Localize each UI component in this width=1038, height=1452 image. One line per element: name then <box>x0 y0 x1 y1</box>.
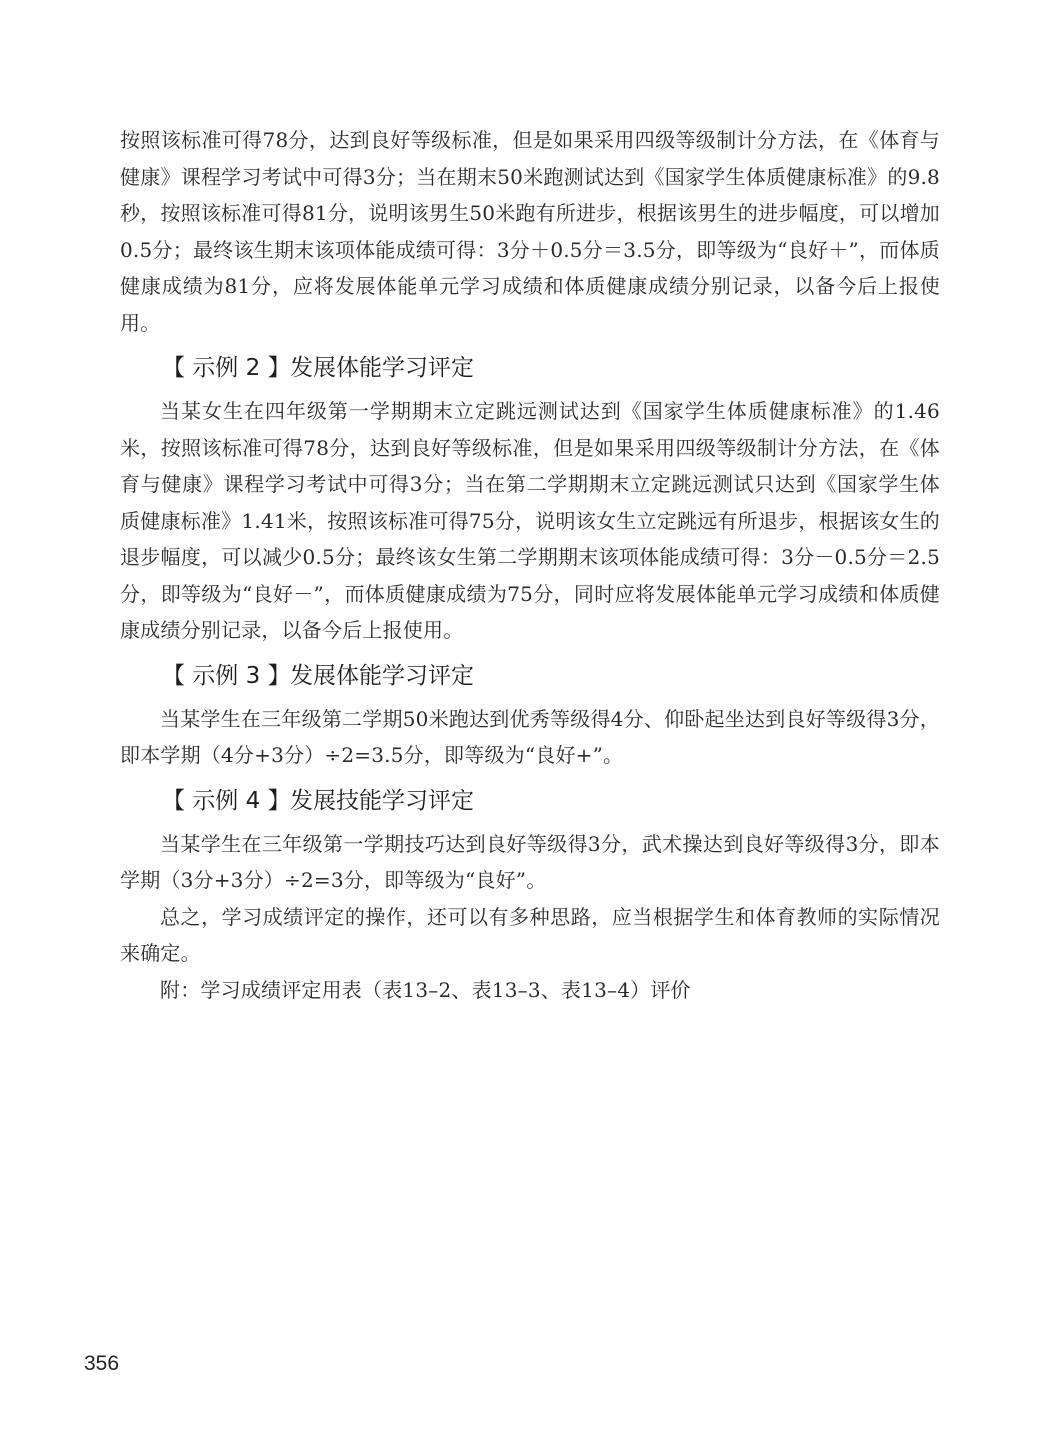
summary-paragraph: 总之，学习成绩评定的操作，还可以有多种思路，应当根据学生和体育教师的实际情况来确定。 <box>120 904 940 965</box>
example-3-heading <box>120 658 940 694</box>
example-3-tag: 【 示例 3 】 <box>162 662 291 689</box>
example-2-tag: 【 示例 2 】 <box>162 355 291 381</box>
example-2-title: 发展体能学习评定 <box>290 355 474 381</box>
example-4-heading <box>120 783 940 819</box>
appendix-note: 附：学习成绩评定用表（表13–2、表13–3、表13–4）评价 <box>160 977 691 1002</box>
example-2-paragraph: 当某女生在四年级第一学期期末立定跳远测试达到《国家学生体质健康标准》的1.46米，按照该标准可得78分，达到良好等级标准，但是如果采用四级等级制计分方法，在《体育与健康》课程学习考试中可得3分；当在第二学期期末立定跳远测试只达到《国家学生体质健康标准》1.41米，按照该标准可得75分，说明该女生立定跳远有所退步，根据该女生的退步幅度，可以减少0.5分；最终该女生第二学期期末该项体能成绩可得：3分－0.5分＝2.5分，即等级为“良好－”，而体质健康成绩为75分，同时应将发展体能单元学习成绩和体质健康成绩分别记录，以备今后上报使用。 <box>120 399 940 642</box>
example-3-paragraph: 当某学生在三年级第二学期50米跑达到优秀等级得4分、仰卧起坐达到良好等级得3分，即本学期（4分+3分）÷2=3.5分，即等级为“良好+”。 <box>120 706 940 767</box>
example-2-heading <box>120 350 940 386</box>
example-4-tag: 【 示例 4 】 <box>162 787 291 814</box>
page-body <box>120 122 940 1008</box>
example-4-paragraph: 当某学生在三年级第一学期技巧达到良好等级得3分，武术操达到良好等级得3分，即本学期（3分+3分）÷2=3分，即等级为“良好”。 <box>120 831 940 892</box>
example-3-title: 发展体能学习评定 <box>290 662 474 689</box>
example-4-title: 发展技能学习评定 <box>290 787 474 814</box>
paragraph-continued: 按照该标准可得78分，达到良好等级标准，但是如果采用四级等级制计分方法，在《体育与健康》课程学习考试中可得3分；当在期末50米跑测试达到《国家学生体质健康标准》的9.8秒，按照该标准可得81分，说明该男生50米跑有所进步，根据该男生的进步幅度，可以增加0.5分；最终该生期末该项体能成绩可得：3分＋0.5分＝3.5分，即等级为“良好＋”，而体质健康成绩为81分，应将发展体能单元学习成绩和体质健康成绩分别记录，以备今后上报使用。 <box>120 128 940 335</box>
page-number: 356 <box>84 1352 120 1375</box>
